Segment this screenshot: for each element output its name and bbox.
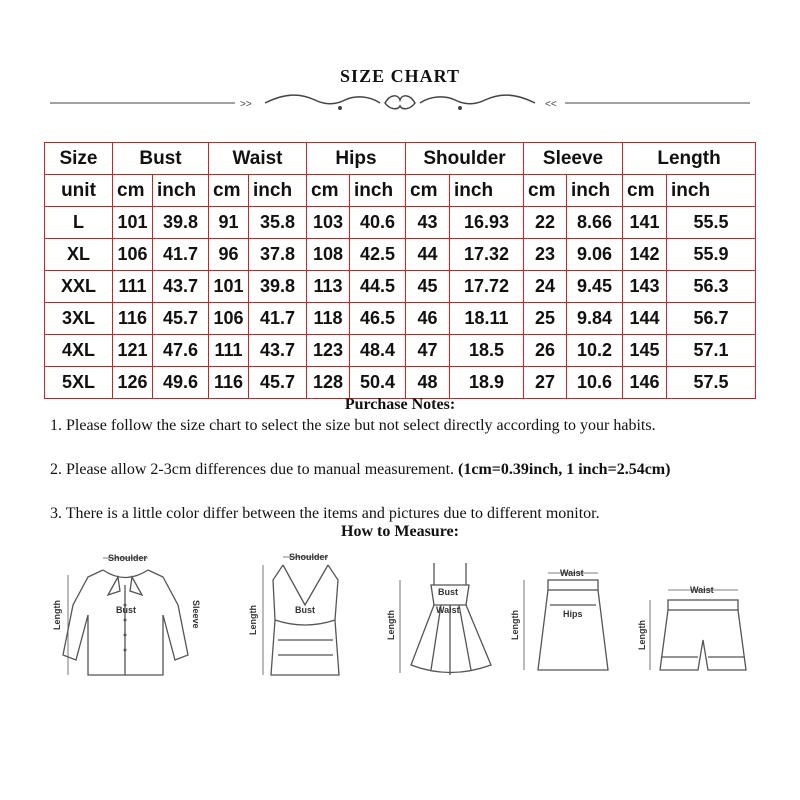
header-shoulder: Shoulder [406, 143, 524, 175]
measurement-cell: 46.5 [350, 303, 406, 335]
tank-bust-label: Bust [295, 605, 315, 615]
measurement-cell: 16.93 [450, 207, 524, 239]
measurement-cell: 43.7 [249, 335, 307, 367]
measurement-cell: 55.9 [667, 239, 756, 271]
size-label-cell: 5XL [45, 367, 113, 399]
unit-cell: inch [153, 175, 209, 207]
measurement-cell: 128 [307, 367, 350, 399]
table-row [45, 271, 756, 303]
measurement-cell: 48 [406, 367, 450, 399]
measurement-cell: 111 [209, 335, 249, 367]
unit-cell: cm [524, 175, 567, 207]
measurement-cell: 27 [524, 367, 567, 399]
skirt-length-label: Length [510, 610, 520, 640]
note-2-text: 2. Please allow 2-3cm differences due to manual measurement. [50, 461, 455, 478]
measurement-cell: 45.7 [153, 303, 209, 335]
measurement-cell: 111 [113, 271, 153, 303]
note-1: 1. Please follow the size chart to select the size but not select directly according to your habits. [50, 417, 656, 434]
measurement-cell: 144 [623, 303, 667, 335]
measurement-cell: 57.1 [667, 335, 756, 367]
page-title: SIZE CHART [340, 66, 460, 86]
dress-length-label: Length [386, 610, 396, 640]
unit-cell: inch [567, 175, 623, 207]
table-header-row [45, 143, 756, 175]
unit-cell: inch [667, 175, 756, 207]
measurement-cell: 142 [623, 239, 667, 271]
measurement-cell: 141 [623, 207, 667, 239]
tank-length-label: Length [248, 605, 258, 635]
header-bust: Bust [113, 143, 209, 175]
measurement-cell: 23 [524, 239, 567, 271]
measurement-cell: 43 [406, 207, 450, 239]
measurement-cell: 101 [209, 271, 249, 303]
measurement-cell: 26 [524, 335, 567, 367]
measurement-cell: 118 [307, 303, 350, 335]
title-ornament [40, 88, 760, 118]
unit-cell: cm [307, 175, 350, 207]
dress-diagram [386, 545, 511, 695]
unit-cell: unit [45, 175, 113, 207]
measurement-cell: 45 [406, 271, 450, 303]
table-row [45, 303, 756, 335]
size-rows [45, 207, 756, 399]
measurement-cell: 46 [406, 303, 450, 335]
svg-text:<<: << [545, 99, 557, 110]
size-label-cell: 3XL [45, 303, 113, 335]
measurement-cell: 106 [113, 239, 153, 271]
unit-cell: inch [450, 175, 524, 207]
unit-cell: inch [249, 175, 307, 207]
measurement-cell: 116 [209, 367, 249, 399]
header-sleeve: Sleeve [524, 143, 623, 175]
measurement-cell: 50.4 [350, 367, 406, 399]
measurement-cell: 9.06 [567, 239, 623, 271]
measurement-cell: 18.5 [450, 335, 524, 367]
measure-illustrations [48, 545, 768, 695]
unit-cell: cm [113, 175, 153, 207]
measurement-cell: 25 [524, 303, 567, 335]
measurement-cell: 47.6 [153, 335, 209, 367]
measurement-cell: 145 [623, 335, 667, 367]
measurement-cell: 9.84 [567, 303, 623, 335]
header-length: Length [623, 143, 756, 175]
skirt-diagram [510, 545, 635, 695]
how-to-measure-title: How to Measure: [341, 523, 459, 540]
table-row [45, 367, 756, 399]
measurement-cell: 43.7 [153, 271, 209, 303]
measurement-cell: 10.6 [567, 367, 623, 399]
unit-cell: inch [350, 175, 406, 207]
tank-shoulder-label: Shoulder [289, 552, 329, 562]
measurement-cell: 123 [307, 335, 350, 367]
measurement-cell: 146 [623, 367, 667, 399]
blouse-sleeve-label: Sleeve [191, 600, 201, 629]
size-chart-table [44, 142, 756, 399]
measurement-cell: 106 [209, 303, 249, 335]
measurement-cell: 10.2 [567, 335, 623, 367]
measurement-cell: 44.5 [350, 271, 406, 303]
dress-bust-label: Bust [438, 587, 458, 597]
measurement-cell: 113 [307, 271, 350, 303]
measurement-cell: 101 [113, 207, 153, 239]
measurement-cell: 103 [307, 207, 350, 239]
measurement-cell: 49.6 [153, 367, 209, 399]
measurement-cell: 39.8 [249, 271, 307, 303]
measurement-cell: 126 [113, 367, 153, 399]
measurement-cell: 17.32 [450, 239, 524, 271]
skirt-hips-label: Hips [563, 609, 583, 619]
measurement-cell: 8.66 [567, 207, 623, 239]
measurement-cell: 56.7 [667, 303, 756, 335]
svg-text:>>: >> [240, 99, 252, 110]
blouse-diagram [48, 545, 201, 695]
measurement-cell: 121 [113, 335, 153, 367]
blouse-bust-label: Bust [116, 605, 136, 615]
measurement-cell: 96 [209, 239, 249, 271]
measurement-cell: 24 [524, 271, 567, 303]
measurement-cell: 22 [524, 207, 567, 239]
measurement-cell: 41.7 [249, 303, 307, 335]
unit-cell: cm [406, 175, 450, 207]
size-label-cell: 4XL [45, 335, 113, 367]
measurement-cell: 143 [623, 271, 667, 303]
table-row [45, 207, 756, 239]
note-2 [50, 459, 770, 480]
dress-waist-label: Waist [436, 605, 460, 615]
purchase-notes-title: Purchase Notes: [344, 396, 456, 413]
measurement-cell: 91 [209, 207, 249, 239]
measurement-cell: 45.7 [249, 367, 307, 399]
shorts-diagram [638, 545, 768, 695]
shorts-waist-label: Waist [690, 585, 714, 595]
skirt-waist-label: Waist [560, 568, 584, 578]
measurement-cell: 41.7 [153, 239, 209, 271]
unit-cell: cm [623, 175, 667, 207]
measurement-cell: 17.72 [450, 271, 524, 303]
size-label-cell: XXL [45, 271, 113, 303]
measurement-cell: 18.11 [450, 303, 524, 335]
measurement-cell: 39.8 [153, 207, 209, 239]
measurement-cell: 55.5 [667, 207, 756, 239]
note-2-conversion: (1cm=0.39inch, 1 inch=2.54cm) [458, 461, 671, 478]
table-row [45, 335, 756, 367]
size-label-cell: L [45, 207, 113, 239]
measurement-cell: 9.45 [567, 271, 623, 303]
measurement-cell: 44 [406, 239, 450, 271]
size-label-cell: XL [45, 239, 113, 271]
unit-cell: cm [209, 175, 249, 207]
measurement-cell: 42.5 [350, 239, 406, 271]
header-hips: Hips [307, 143, 406, 175]
measurement-cell: 18.9 [450, 367, 524, 399]
tank-top-diagram [243, 545, 373, 695]
table-row [45, 239, 756, 271]
measurement-cell: 116 [113, 303, 153, 335]
measurement-cell: 40.6 [350, 207, 406, 239]
shorts-length-label: Length [637, 620, 647, 650]
blouse-shoulder-label: Shoulder [108, 553, 148, 563]
measurement-cell: 35.8 [249, 207, 307, 239]
header-waist: Waist [209, 143, 307, 175]
blouse-length-label: Length [52, 600, 62, 630]
header-size: Size [45, 143, 113, 175]
measurement-cell: 48.4 [350, 335, 406, 367]
measurement-cell: 37.8 [249, 239, 307, 271]
measurement-cell: 108 [307, 239, 350, 271]
measurement-cell: 47 [406, 335, 450, 367]
measurement-cell: 57.5 [667, 367, 756, 399]
note-3: 3. There is a little color differ between the items and pictures due to different monitor. [50, 505, 600, 522]
measurement-cell: 56.3 [667, 271, 756, 303]
table-unit-row [45, 175, 756, 207]
